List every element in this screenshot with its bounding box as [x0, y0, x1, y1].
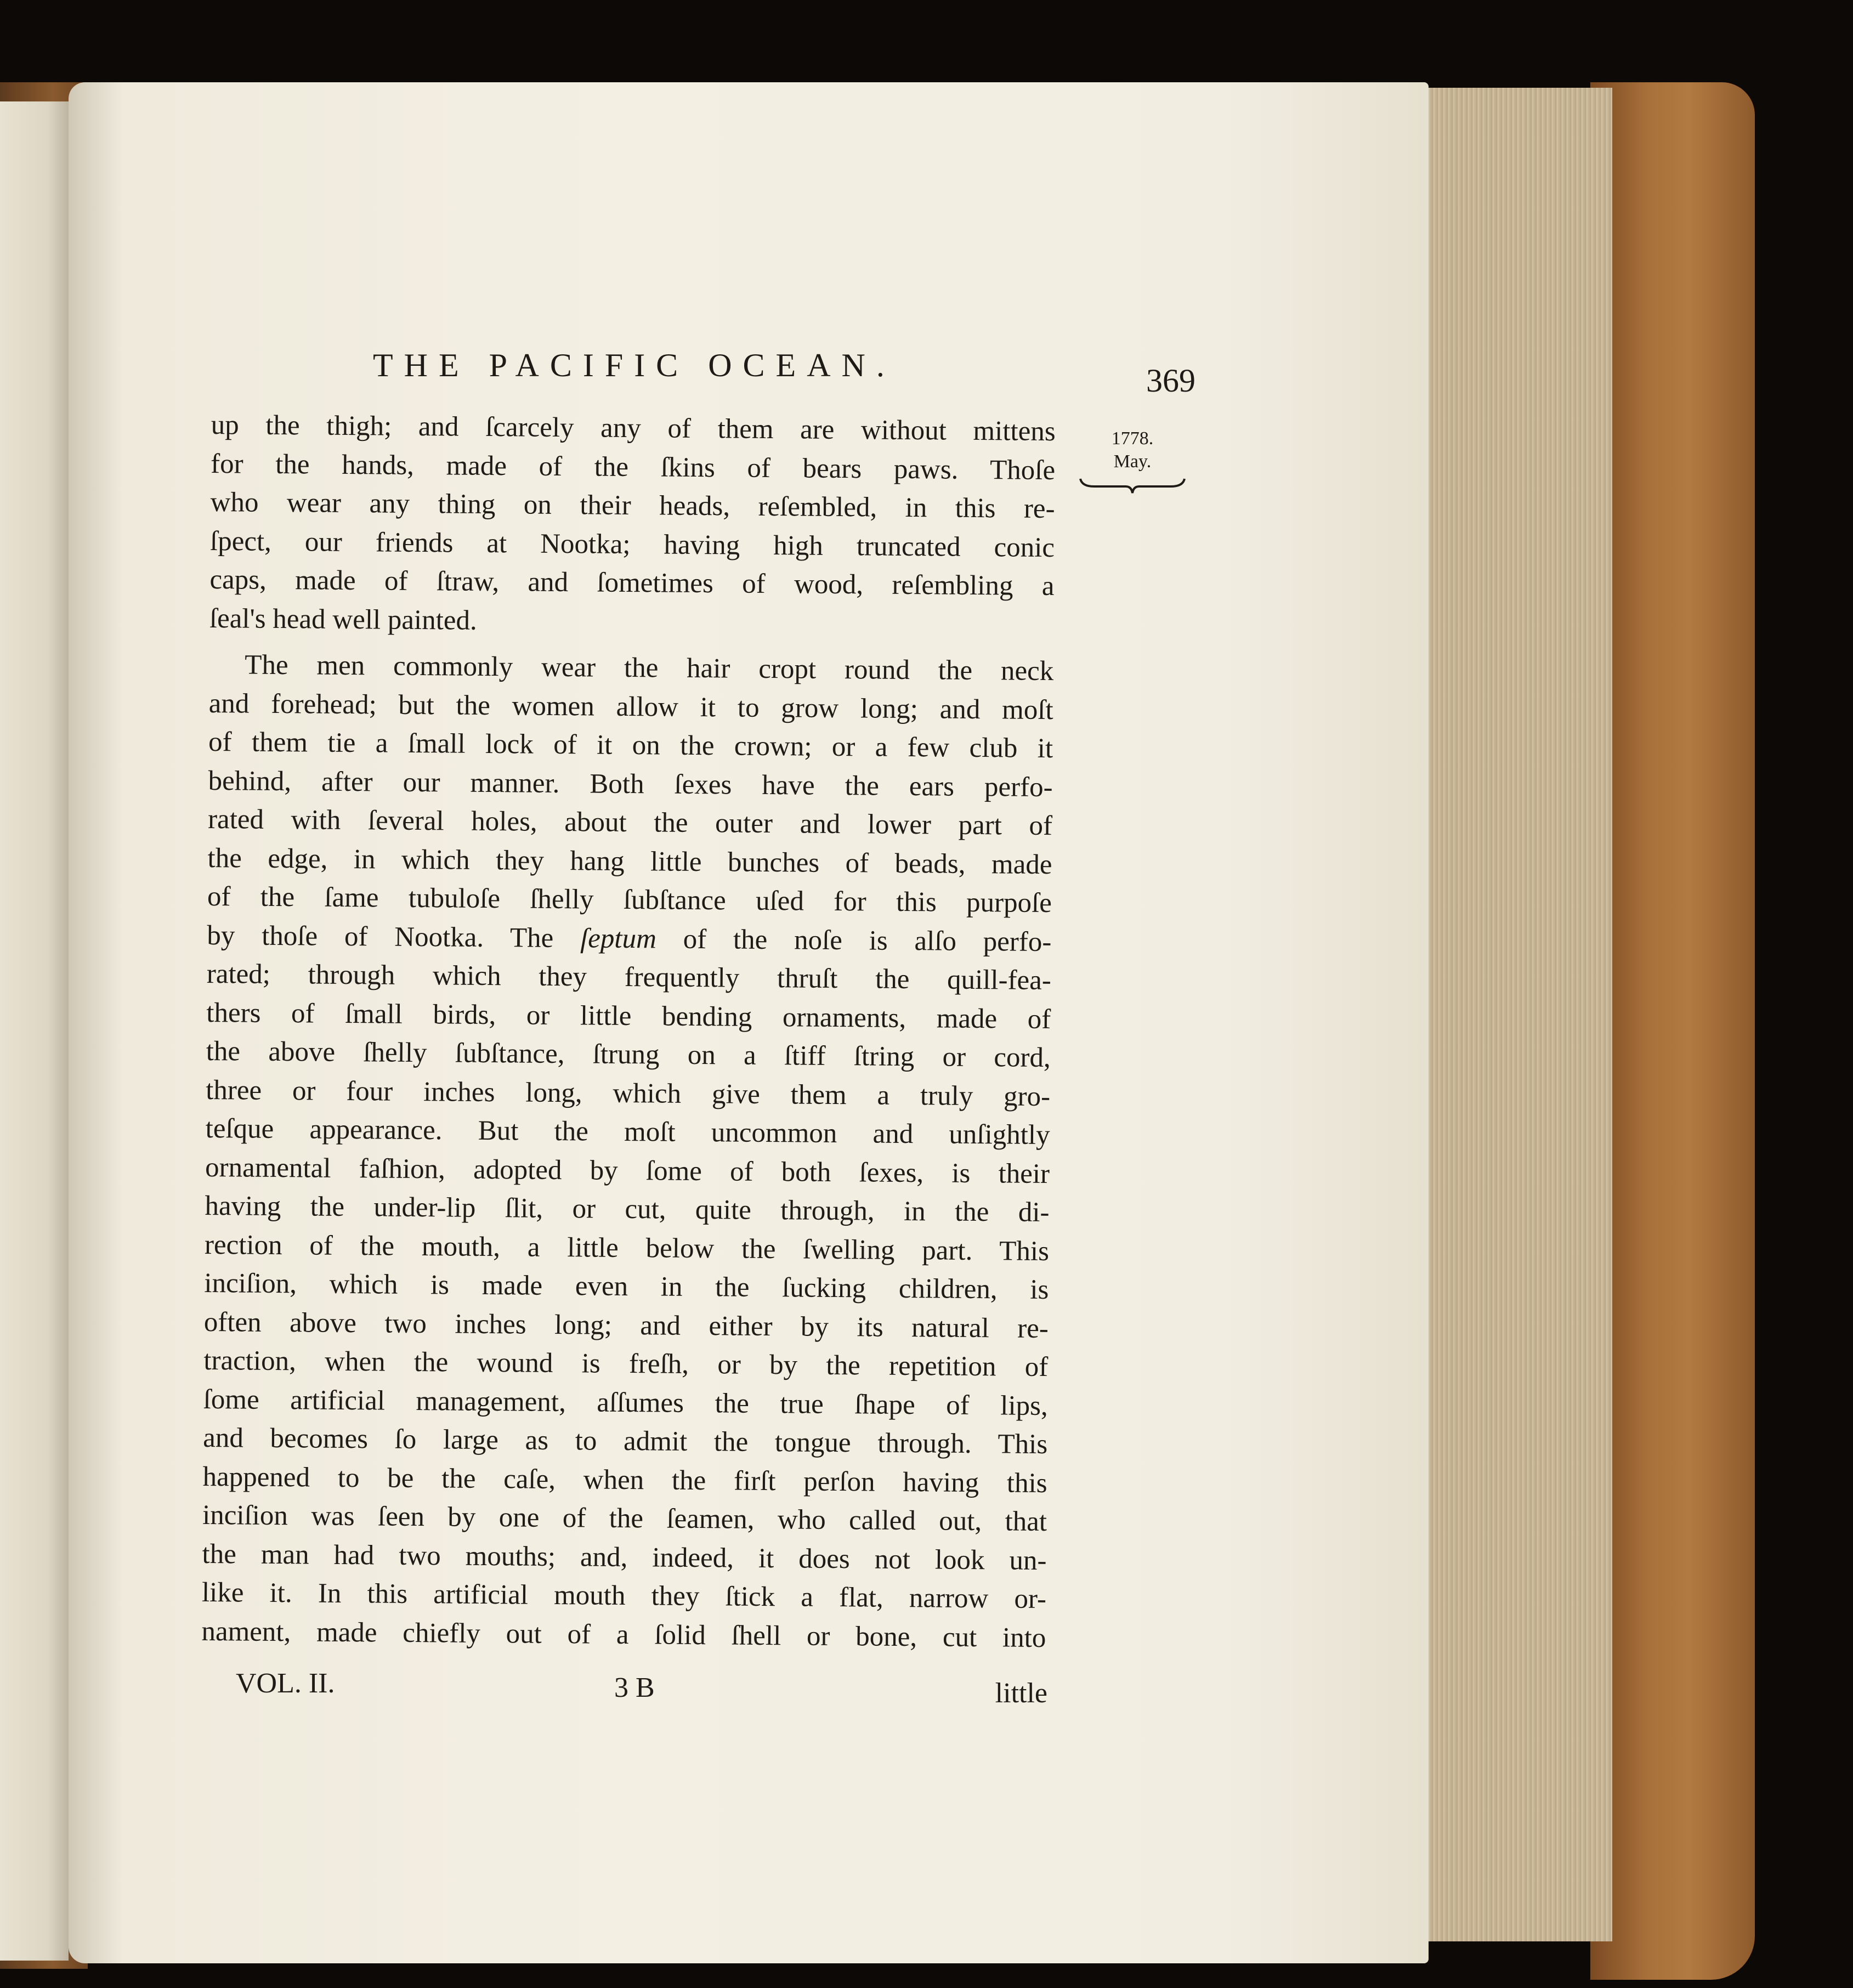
- text-line: having the under-lip ſlit, or cut, quite through, in the di-: [205, 1190, 1050, 1228]
- signature-mark: 3 B: [614, 1672, 655, 1703]
- text-line: traction, when the wound is freſh, or by the repetition of: [203, 1345, 1049, 1383]
- text-line: the above ſhelly ſubſtance, ſtrung on a ſtiff ſtring or cord,: [206, 1035, 1051, 1074]
- text-line: teſque appearance. But the moſt uncommon and unſightly: [205, 1113, 1050, 1151]
- text-line: inciſion, which is made even in the ſucking children, is: [204, 1267, 1049, 1306]
- right-cover: [1590, 82, 1755, 1980]
- margin-year: 1778.: [1111, 428, 1154, 449]
- text-line: ſpect, our friends at Nootka; having high truncated conic: [209, 525, 1055, 563]
- text-line: the man had two mouths; and, indeed, it does not look un-: [202, 1538, 1047, 1576]
- catchword: little: [995, 1678, 1047, 1709]
- text-line: caps, made of ſtraw, and ſometimes of wood, reſembling a: [209, 564, 1055, 602]
- left-page-margin: [0, 101, 69, 1961]
- text-line: inciſion was ſeen by one of the ſeamen, who called out, that: [202, 1499, 1047, 1538]
- running-title: THE PACIFIC OCEAN.: [373, 347, 896, 383]
- text-line: rated with ſeveral holes, about the outer and lower part of: [207, 803, 1053, 842]
- page-number: 369: [1146, 363, 1195, 399]
- text-line: of the ſame tubuloſe ſhelly ſubſtance uſed for this purpoſe: [207, 881, 1052, 919]
- text-line: happened to be the caſe, when the firſt perſon having this: [202, 1461, 1047, 1499]
- text-line: up the thigh; and ſcarcely any of them are without mittens: [211, 409, 1056, 448]
- text-line: and becomes ſo large as to admit the tongue through. This: [202, 1422, 1048, 1460]
- volume-label: VOL. II.: [236, 1668, 335, 1699]
- text-line: ſeal's head well painted.: [209, 603, 478, 636]
- text-line: of them tie a ſmall lock of it on the crown; or a few club it: [208, 726, 1053, 764]
- paragraph-1: [209, 406, 1056, 644]
- text-line: nament, made chiefly out of a ſolid ſhell or bone, cut into: [201, 1616, 1046, 1653]
- text-line: three or four inches long, which give them a truly gro-: [205, 1074, 1051, 1112]
- page-footer: [236, 1667, 1047, 1709]
- text-line: behind, after our manner. Both ſexes have the ears perfo-: [208, 765, 1053, 803]
- text-line: ſome artificial management, aſſumes the true ſhape of lips,: [203, 1384, 1048, 1421]
- text-line: The men commonly wear the hair cropt round the neck: [245, 649, 1054, 687]
- text-line: by thoſe of Nootka. The ſeptum of the noſe is alſo perfo-: [207, 920, 1052, 958]
- text-line: rection of the mouth, a little below the ſwelling part. This: [204, 1229, 1050, 1267]
- text-line: often above two inches long; and either by its natural re-: [203, 1306, 1049, 1344]
- text-line: rated; through which they frequently thruſt the quill-fea-: [206, 958, 1052, 996]
- text-line: who wear any thing on their heads, reſembled, in this re-: [210, 486, 1055, 525]
- margin-brace: [1078, 474, 1187, 496]
- text-line: and forehead; but the women allow it to grow long; and moſt: [208, 688, 1053, 726]
- page-edges: [1426, 88, 1612, 1941]
- paragraph-2: [201, 645, 1053, 1657]
- text-line: for the hands, made of the ſkins of bears paws. Thoſe: [210, 448, 1056, 486]
- text-line: like it. In this artificial mouth they ſtick a flat, narrow or-: [201, 1577, 1047, 1615]
- text-line: ornamental faſhion, adopted by ſome of both ſexes, is their: [205, 1152, 1050, 1190]
- body-text: [201, 406, 1056, 1657]
- text-line: thers of ſmall birds, or little bending ornaments, made of: [206, 997, 1051, 1035]
- italic-term: ſeptum: [580, 922, 657, 954]
- margin-month: May.: [1113, 451, 1152, 472]
- text-line: the edge, in which they hang little bunches of beads, made: [207, 842, 1052, 880]
